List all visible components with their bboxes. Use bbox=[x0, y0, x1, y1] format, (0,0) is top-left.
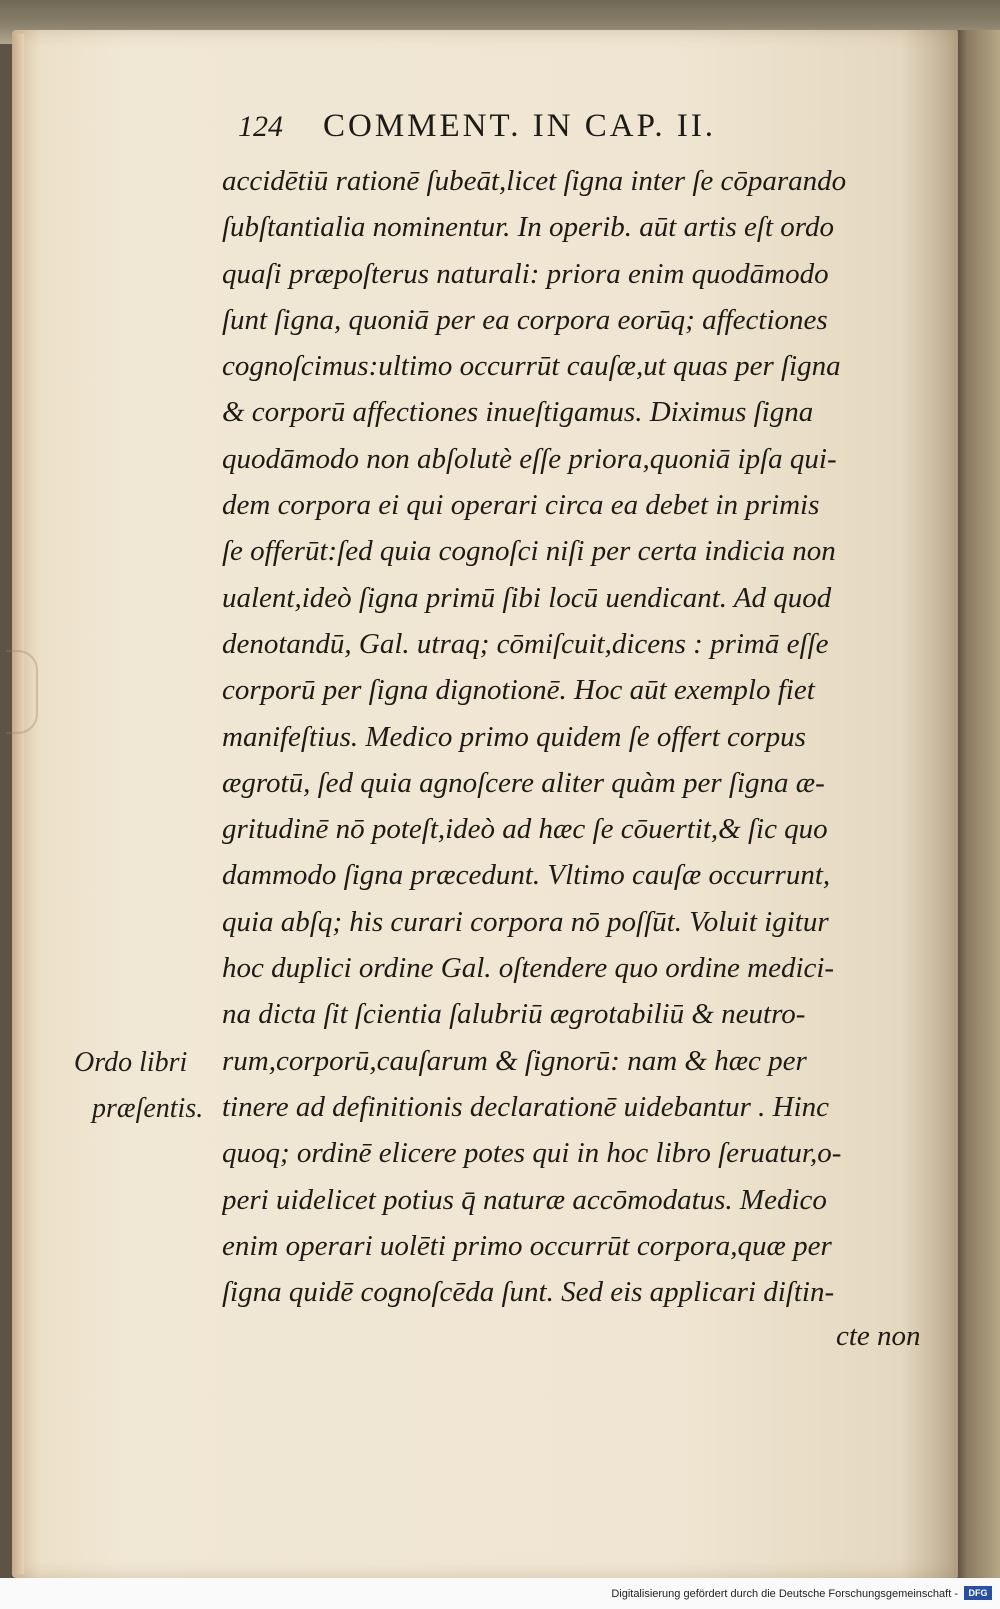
text-line: ſunt ſigna, quoniā per ea corpora eorūq; affectiones bbox=[222, 303, 828, 336]
text-line: denotandū, Gal. utraq; cōmiſcuit,dicens : primā eſſe bbox=[222, 627, 829, 660]
folio-number: 124 bbox=[238, 110, 283, 143]
page-header bbox=[238, 108, 928, 158]
marginal-note bbox=[74, 1040, 224, 1132]
marginal-note-line: Ordo libri bbox=[74, 1047, 188, 1078]
text-line: hoc duplici ordine Gal. oſtendere quo ordine medici- bbox=[222, 952, 835, 985]
text-line: ægrotū, ſed quia agnoſcere aliter quàm per ſigna æ- bbox=[222, 766, 825, 799]
text-line: enim operari uolēti primo occurrūt corpora,quæ per bbox=[222, 1229, 832, 1262]
clasp-impression bbox=[6, 650, 38, 734]
text-block bbox=[222, 158, 940, 1315]
marginal-note-line: præſentis. bbox=[92, 1093, 204, 1124]
text-line: ſigna quidē cognoſcēda ſunt. Sed eis applicari diſtin- bbox=[222, 1276, 835, 1309]
text-line: dammodo ſigna præcedunt. Vltimo cauſæ occurrunt, bbox=[222, 859, 831, 892]
dfg-logo: DFG bbox=[964, 1586, 992, 1600]
text-line: quodāmodo non abſolutè eſſe priora,quoniā ipſa qui- bbox=[222, 442, 837, 475]
text-line: ſubſtantialia nominentur. In operib. aūt artis eſt ordo bbox=[222, 211, 834, 244]
text-line: & corporū affectiones inueſtigamus. Diximus ſigna bbox=[222, 396, 814, 429]
running-head: COMMENT. IN CAP. II. bbox=[323, 108, 717, 144]
text-line: cognoſcimus:ultimo occurrūt cauſæ,ut quas per ſigna bbox=[222, 350, 841, 383]
text-line: dem corpora ei qui operari circa ea debet in primis bbox=[222, 489, 820, 522]
page-gutter bbox=[12, 34, 24, 1574]
text-line: peri uidelicet potius q̄ naturæ accōmodatus. Medico bbox=[222, 1183, 827, 1216]
text-line: manifeſtius. Medico primo quidem ſe offert corpus bbox=[222, 720, 806, 753]
footer-credit: Digitalisierung gefördert durch die Deutsche Forschungsgemeinschaft - bbox=[611, 1588, 958, 1600]
text-line: tinere ad definitionis declarationē uidebantur . Hinc bbox=[222, 1090, 830, 1123]
text-line: ſe offerūt:ſed quia cognoſci niſi per certa indicia non bbox=[222, 535, 836, 568]
catchword: cte non bbox=[836, 1320, 921, 1352]
text-line: corporū per ſigna dignotionē. Hoc aūt exemplo fiet bbox=[222, 674, 815, 707]
text-line: quaſi præpoſterus naturali: priora enim quodāmodo bbox=[222, 257, 829, 290]
text-line: ualent,ideò ſigna primū ſibi locū uendicant. Ad quod bbox=[222, 581, 832, 614]
text-line: gritudinē nō poteſt,ideò ad hæc ſe cōuertit,& ſic quo bbox=[222, 813, 828, 846]
text-line: accidētiū rationē ſubeāt,licet ſigna inter ſe cōparando bbox=[222, 165, 847, 197]
text-line: na dicta ſit ſcientia ſalubriū ægrotabiliū & neutro- bbox=[222, 998, 806, 1031]
text-line: rum,corporū,cauſarum & ſignorū: nam & hæc per bbox=[222, 1044, 807, 1077]
text-line: quia abſq; his curari corpora nō poſſūt. Voluit igitur bbox=[222, 905, 829, 938]
text-line: quoq; ordinē elicere potes qui in hoc libro ſeruatur,o- bbox=[222, 1137, 842, 1170]
